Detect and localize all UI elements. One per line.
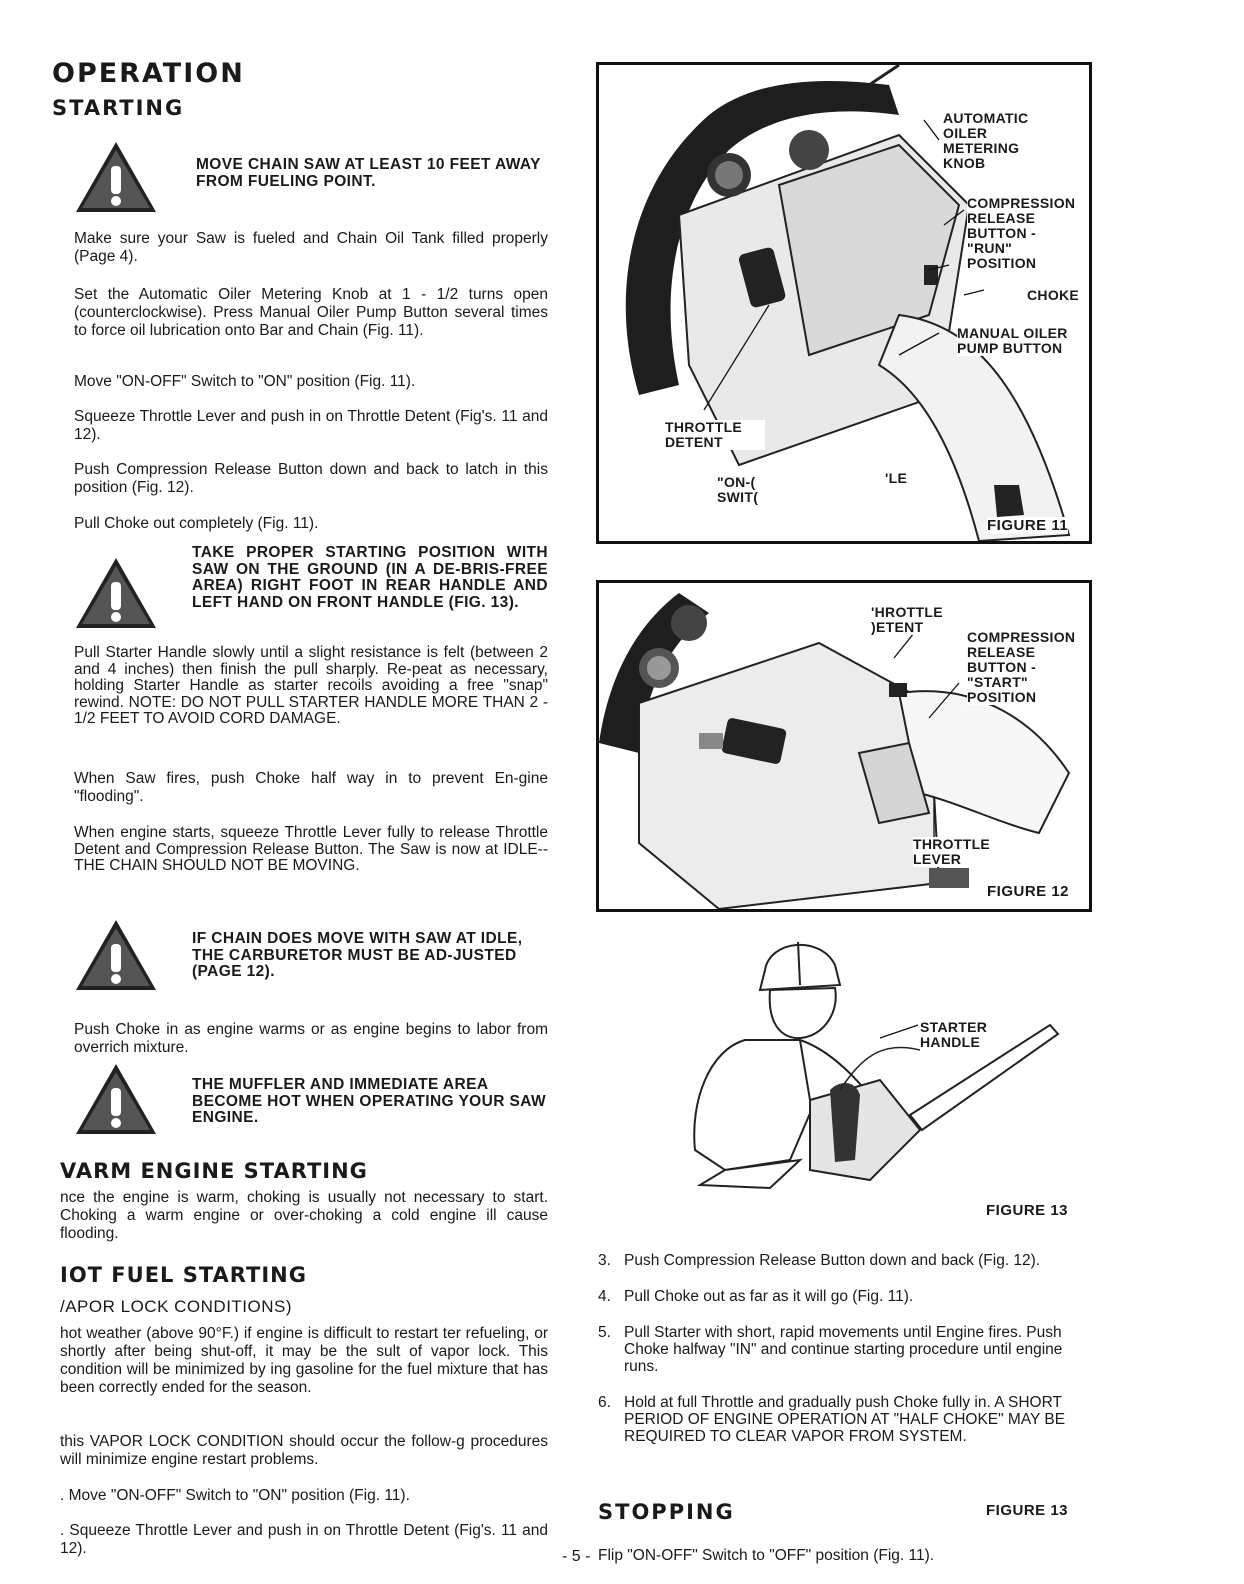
callout-starter-handle: STARTER HANDLE bbox=[920, 1019, 988, 1050]
heading-hot-fuel: IOT FUEL STARTING bbox=[60, 1263, 307, 1287]
heading-stopping: STOPPING bbox=[598, 1500, 735, 1524]
callout-choke: CHOKE bbox=[1027, 287, 1080, 303]
paragraph-switch: Move "ON-OFF" Switch to "ON" position (Fig. 11). bbox=[74, 373, 416, 390]
step-text: Push Compression Release Button down and back (Fig. 12). bbox=[624, 1252, 1041, 1269]
warning-icon bbox=[74, 556, 158, 630]
step-number: 3. bbox=[598, 1252, 611, 1269]
warning-icon bbox=[74, 918, 158, 992]
step-text: Pull Choke out as far as it will go (Fig. 11). bbox=[624, 1288, 914, 1305]
warning-muffler: THE MUFFLER AND IMMEDIATE AREA BECOME HOT WHEN OPERATING YOUR SAW ENGINE. bbox=[192, 1076, 547, 1126]
paragraph-oiler: Set the Automatic Oiler Metering Knob at 1 - 1/2 turns open (counterclockwise). Press Manual Oiler Pump Button several times to force oil lubrication onto Bar and Chain (Fig. 11). bbox=[74, 286, 548, 339]
warning-icon bbox=[74, 1062, 158, 1136]
callout-compression-start: COMPRESSION RELEASE BUTTON - "START" POSITION bbox=[967, 630, 1085, 705]
callout-throttle-lever: THROTTLE LEVER bbox=[913, 837, 993, 867]
paragraph-warm-engine: nce the engine is warm, choking is usually not necessary to start. Choking a warm engine or over-choking a cold engine ill cause flooding. bbox=[60, 1189, 548, 1242]
heading-warm-engine: VARM ENGINE STARTING bbox=[60, 1159, 368, 1183]
callout-le: 'LE bbox=[885, 470, 908, 486]
step-number: 6. bbox=[598, 1394, 611, 1411]
figure-12 bbox=[596, 580, 1092, 912]
paragraph-fuel: Make sure your Saw is fueled and Chain Oil Tank filled properly (Page 4). bbox=[74, 230, 548, 265]
subheading-vapor-lock: /APOR LOCK CONDITIONS) bbox=[60, 1297, 293, 1316]
paragraph-fires: When Saw fires, push Choke half way in to prevent En-gine "flooding". bbox=[74, 770, 548, 805]
section-heading-starting: STARTING bbox=[52, 96, 185, 120]
warning-carburetor: IF CHAIN DOES MOVE WITH SAW AT IDLE, THE CARBURETOR MUST BE AD-JUSTED (PAGE 12). bbox=[192, 930, 523, 980]
step-text: Pull Starter with short, rapid movements until Engine fires. Push Choke halfway "IN" and continue starting procedure until engine runs. bbox=[624, 1324, 1063, 1375]
warning-starting-position: TAKE PROPER STARTING POSITION WITH SAW ON THE GROUND (IN A DE-BRIS-FREE AREA) RIGHT FOOT IN REAR HANDLE AND LEFT HAND ON FRONT HANDLE (FIG. 13). bbox=[192, 544, 548, 611]
figure-11 bbox=[596, 62, 1092, 544]
figure-13-illustration bbox=[650, 930, 1090, 1190]
callout-throttle-detent: THROTTLE DETENT bbox=[665, 420, 765, 450]
warning-icon bbox=[74, 140, 158, 214]
paragraph-stopping: Flip "ON-OFF" Switch to "OFF" position (Fig. 11). bbox=[598, 1547, 935, 1564]
page-number: - 5 - bbox=[562, 1548, 591, 1565]
callout-on-switch: "ON-( SWIT( bbox=[717, 475, 767, 505]
list-item bbox=[598, 1252, 1098, 1269]
step-text: Hold at full Throttle and gradually push Choke fully in. A SHORT PERIOD OF ENGINE OPERATION AT "HALF CHOKE" MAY BE REQUIRED TO CLEAR VAPOR FROM SYSTEM. bbox=[624, 1394, 1066, 1445]
paragraph-choke: Pull Choke out completely (Fig. 11). bbox=[74, 515, 319, 532]
callout-throttle-detent-12: 'HROTTLE )ETENT bbox=[871, 605, 971, 635]
paragraph-idle: When engine starts, squeeze Throttle Lever fully to release Throttle Detent and Compression Release Button. The Saw is now at IDLE--THE CHAIN SHOULD NOT BE MOVING. bbox=[74, 824, 548, 874]
figure-13-caption: FIGURE 13 bbox=[986, 1202, 1069, 1219]
callout-manual-oiler: MANUAL OILER PUMP BUTTON bbox=[957, 326, 1085, 356]
paragraph-throttle: Squeeze Throttle Lever and push in on Throttle Detent (Fig's. 11 and 12). bbox=[74, 408, 548, 443]
paragraph-warm: Push Choke in as engine warms or as engine begins to labor from overrich mixture. bbox=[74, 1021, 548, 1056]
list-item bbox=[598, 1324, 1098, 1375]
figure-11-label: FIGURE 11 bbox=[987, 517, 1069, 534]
step-number: 5. bbox=[598, 1324, 611, 1341]
right-steps bbox=[598, 1252, 1098, 1445]
figure-13-label: FIGURE 13 bbox=[986, 1502, 1069, 1519]
list-item bbox=[598, 1394, 1098, 1445]
paragraph-vapor-lock: hot weather (above 90°F.) if engine is difficult to restart ter refueling, or shortly after being shut-off, it may be the sult of vapor lock. This condition will be minimized by ing gasoline for the fuel mixture that has been correctly ended for the season. bbox=[60, 1325, 548, 1396]
paragraph-starter: Pull Starter Handle slowly until a slight resistance is felt (between 2 and 4 inches) then finish the pull sharply. Re-peat as necessary, holding Starter Handle as starter recoils avoiding a free "snap" rewind. NOTE: DO NOT PULL STARTER HANDLE MORE THAN 2 - 1/2 FEET TO AVOID CORD DAMAGE. bbox=[74, 644, 548, 727]
callout-compression-run: COMPRESSION RELEASE BUTTON - "RUN" POSITION bbox=[967, 196, 1085, 271]
page-title: OPERATION bbox=[52, 58, 245, 89]
paragraph-compression: Push Compression Release Button down and back to latch in this position (Fig. 12). bbox=[74, 461, 548, 496]
step-number: 4. bbox=[598, 1288, 611, 1305]
list-item bbox=[598, 1288, 1098, 1305]
hot-step-1: . Move "ON-OFF" Switch to "ON" position (Fig. 11). bbox=[60, 1487, 410, 1504]
callout-oiler-knob: AUTOMATIC OILER METERING KNOB bbox=[943, 110, 1029, 171]
paragraph-vapor-procedure: this VAPOR LOCK CONDITION should occur the follow-g procedures will minimize engine restart problems. bbox=[60, 1433, 548, 1468]
figure-12-label: FIGURE 12 bbox=[987, 883, 1070, 900]
hot-step-2: . Squeeze Throttle Lever and push in on Throttle Detent (Fig's. 11 and 12). bbox=[60, 1522, 548, 1557]
warning-move-saw: MOVE CHAIN SAW AT LEAST 10 FEET AWAY FROM FUELING POINT. bbox=[196, 156, 541, 190]
